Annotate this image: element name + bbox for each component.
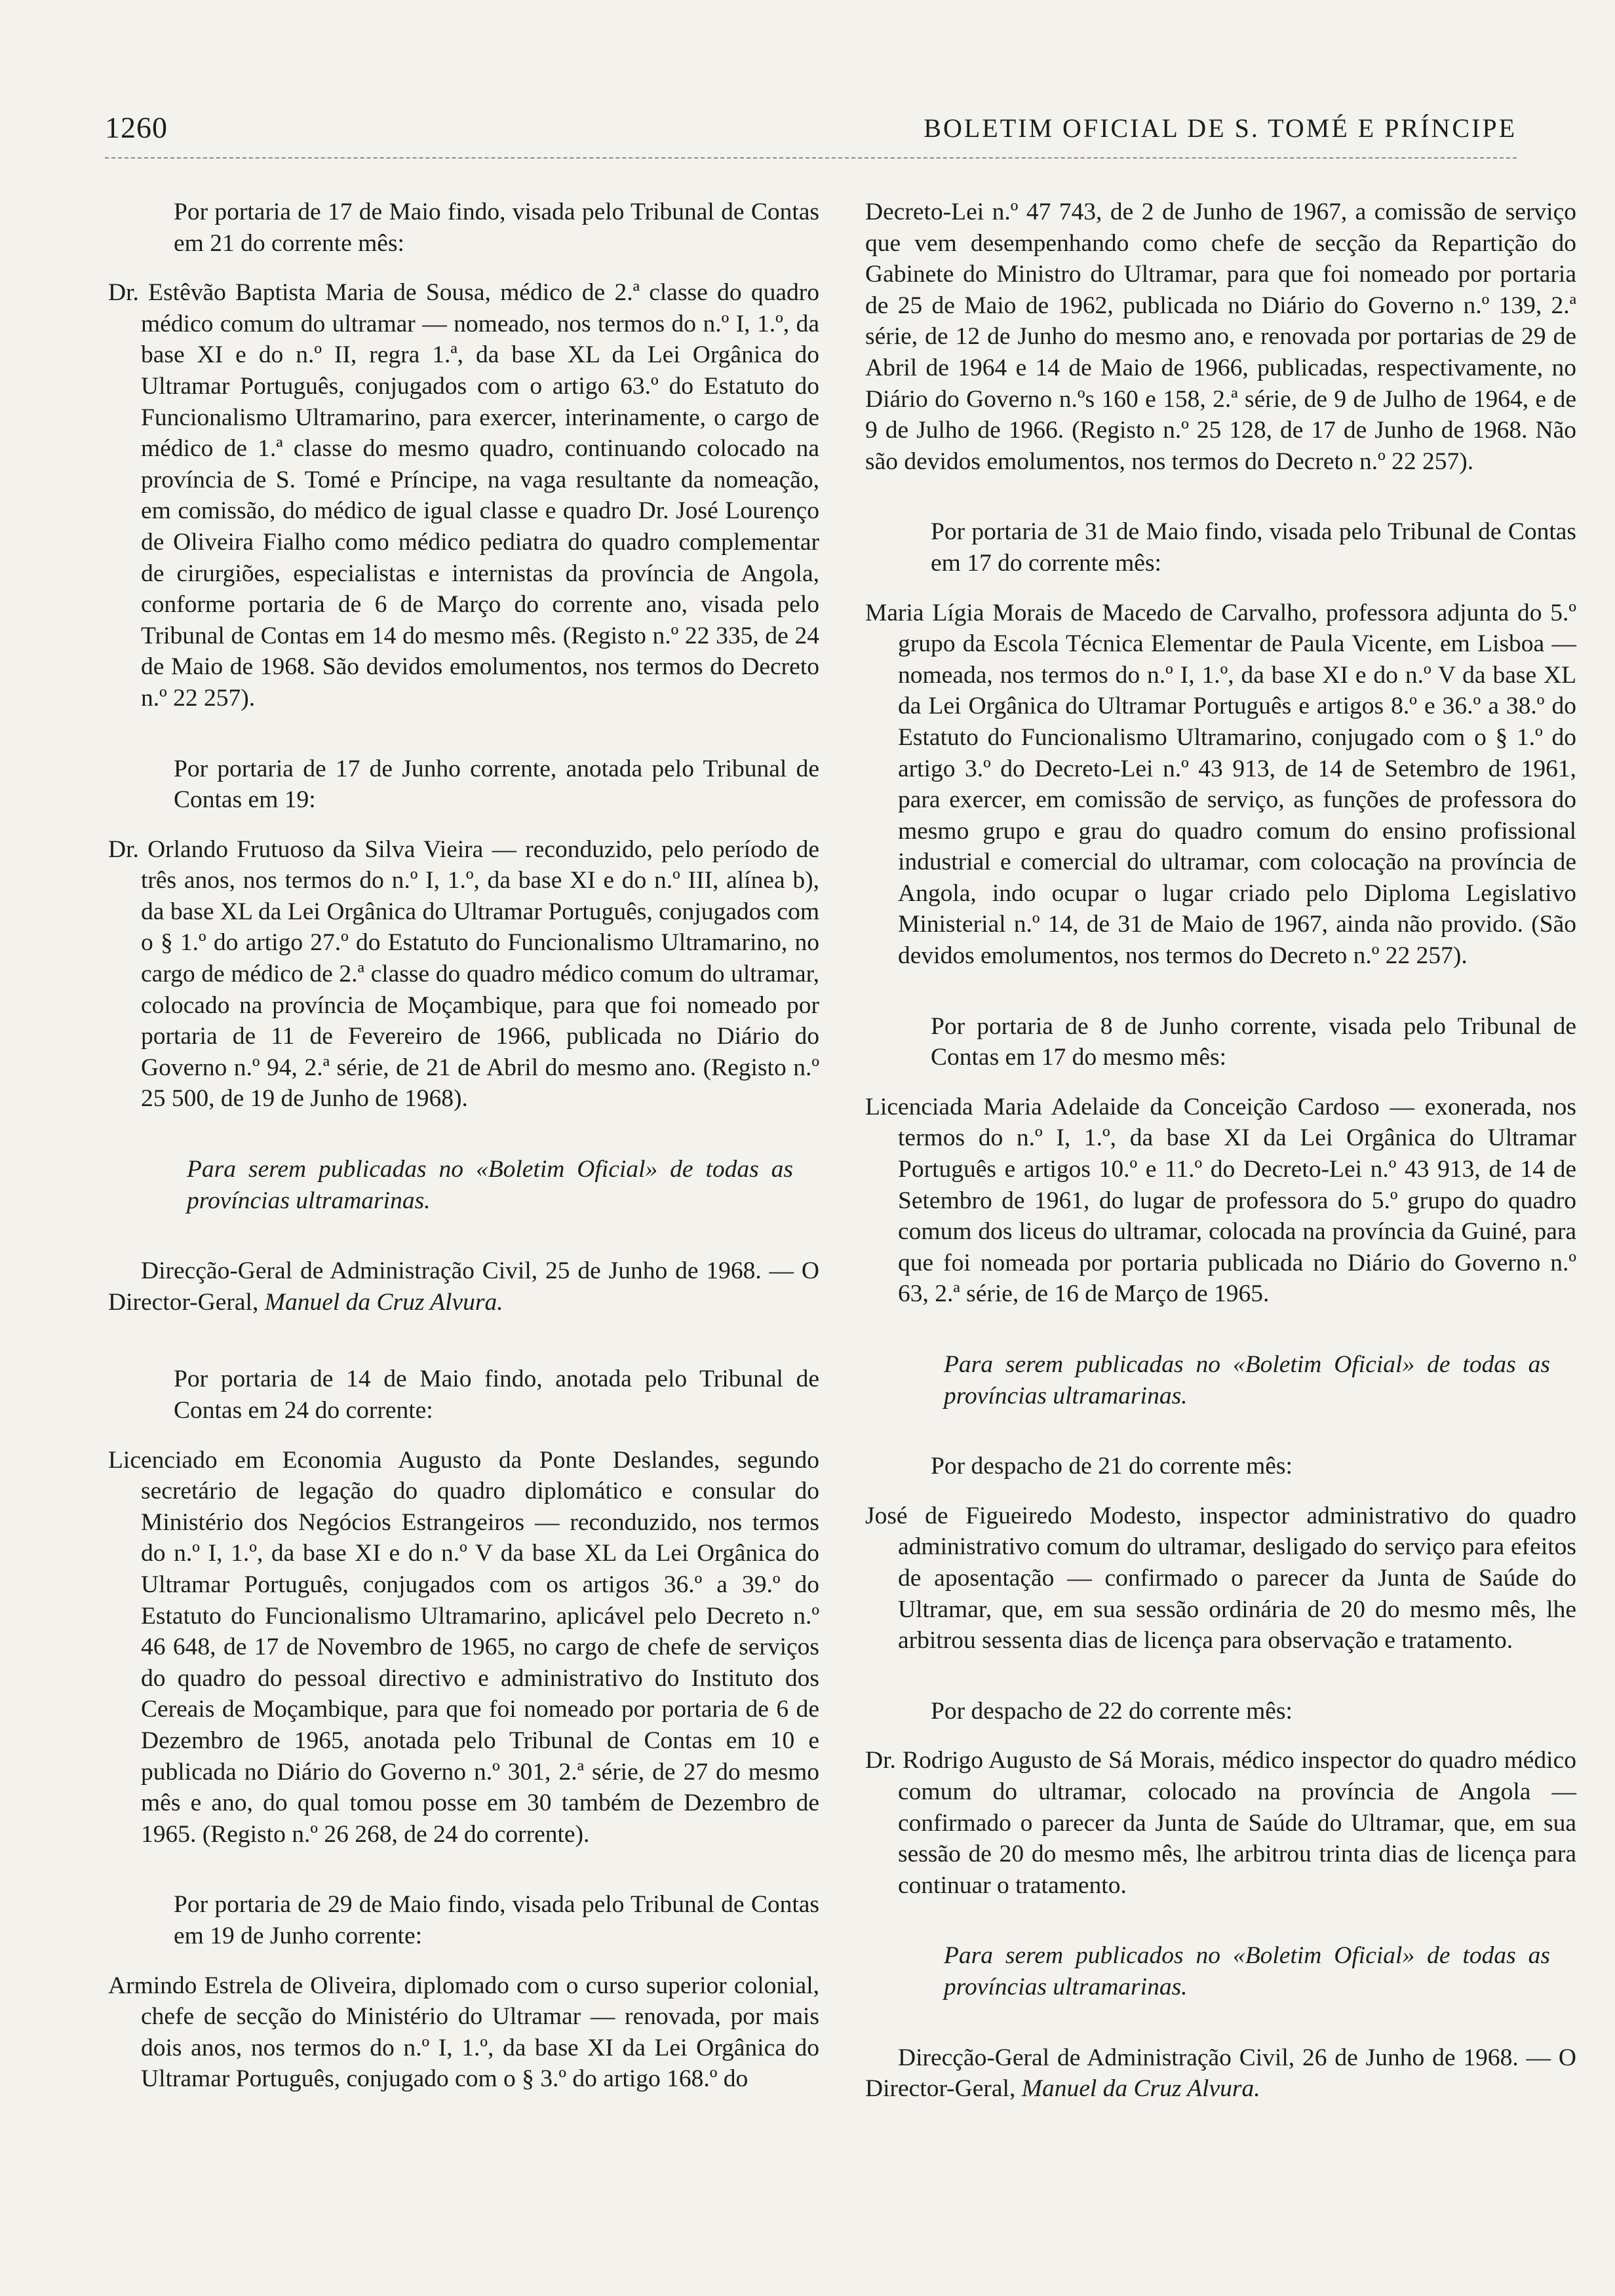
portaria-intro: Por portaria de 14 de Maio findo, anotada pelo Tribunal de Contas em 24 do corrente: [174,1366,819,1424]
despacho-intro: Por despacho de 21 do corrente mês: [931,1453,1293,1480]
publication-note: Para serem publicadas no «Boletim Oficial» de todas as províncias ultramarinas. [944,1351,1550,1409]
header-rule [105,157,1517,159]
publication-note: Para serem publicadas no «Boletim Oficial» de todas as províncias ultramarinas. [187,1156,793,1214]
portaria-text: Licenciada Maria Adelaide da Conceição Cardoso — exonerada, nos termos do n.º I, 1.º, da base XI da Lei Orgânica do Ultramar Português e artigos 10.º e 11.º do Decreto-Lei n.º 43 913, de 14 de Setembro de 1961, do lugar de professora do 5.º grupo do quadro comum dos liceus do ultramar, colocada na província da Guiné, para que foi nomeada por portaria publicada no Diário do Governo n.º 63, 2.ª série, de 16 de Março de 1965. [865,1093,1576,1308]
portaria-text: Dr. Estêvão Baptista Maria de Sousa, médico de 2.ª classe do quadro médico comum do ultramar — nomeado, nos termos do n.º I, 1.º, da base XI e do n.º II, regra 1.ª, da base XL da Lei Orgânica do Ultramar Português, conjugados com o artigo 63.º do Estatuto do Funcionalismo Ultramarino, para exercer, interinamente, o cargo de médico de 1.ª classe do mesmo quadro, continuando colocado na província de S. Tomé e Príncipe, na vaga resultante da nomeação, em comissão, do médico de igual classe e quadro Dr. José Lourenço de Oliveira Fialho como médico pediatra do quadro complementar de cirurgiões, especialistas e internistas da província de Angola, conforme portaria de 6 de Março do corrente ano, visada pelo Tribunal de Contas em 14 do mesmo mês. (Registo n.º 22 335, de 24 de Maio de 1968. São devidos emolumentos, nos termos do Decreto n.º 22 257). [108,279,819,712]
left-column [108,197,819,2095]
signature-name: Manuel da Cruz Alvura. [1021,2075,1260,2103]
journal-title: BOLETIM OFICIAL DE S. TOMÉ E PRÍNCIPE [924,113,1517,143]
signature-line [865,2042,1576,2105]
right-column [865,197,1576,2151]
portaria-text-continued: Decreto-Lei n.º 47 743, de 2 de Junho de 1967, a comissão de serviço que vem desempenhando como chefe de secção da Repartição do Gabinete do Ministro do Ultramar, para que foi nomeado por portaria de 25 de Maio de 1962, publicada no Diário do Governo n.º 139, 2.ª série, de 12 de Junho do mesmo ano, e renovada por portarias de 29 de Abril de 1964 e 14 de Maio de 1966, publicadas, respectivamente, no Diário do Governo n.ºs 160 e 158, 2.ª série, de 9 de Julho de 1964, e de 9 de Julho de 1966. (Registo n.º 25 128, de 17 de Junho de 1968. Não são devidos emolumentos, nos termos do Decreto n.º 22 257). [865,199,1576,475]
signature-line [108,1255,819,1318]
portaria-text: Maria Lígia Morais de Macedo de Carvalho, professora adjunta do 5.º grupo da Escola Técnica Elementar de Paula Vicente, em Lisboa — nomeada, nos termos do n.º I, 1.º, da base XI e do n.º V da base XL da Lei Orgânica do Ultramar Português e artigos 8.º e 36.º a 38.º do Estatuto do Funcionalismo Ultramarino, conjugado com o § 1.º do artigo 3.º do Decreto-Lei n.º 43 913, de 14 de Setembro de 1961, para exercer, em comissão de serviço, as funções de professora do mesmo grupo e grau do quadro comum do ensino profissional industrial e comercial do ultramar, com colocação na província de Angola, indo ocupar o lugar criado pelo Diploma Legislativo Ministerial n.º 14, de 31 de Maio de 1967, ainda não provido. (São devidos emolumentos, nos termos do Decreto n.º 22 257). [865,599,1576,970]
page-header [105,98,1517,151]
publication-note: Para serem publicados no «Boletim Oficial» de todas as províncias ultramarinas. [944,1942,1550,2000]
portaria-intro: Por portaria de 17 de Maio findo, visada pelo Tribunal de Contas em 21 do corrente mês: [174,199,819,257]
portaria-intro: Por portaria de 8 de Junho corrente, visada pelo Tribunal de Contas em 17 do mesmo mês: [931,1012,1576,1071]
despacho-text: José de Figueiredo Modesto, inspector administrativo do quadro administrativo comum do ultramar, desligado do serviço para efeitos de aposentação — confirmado o parecer da Junta de Saúde do Ultramar, que, em sua sessão ordinária de 20 do mesmo mês, lhe arbitrou sessenta dias de licença para observação e tratamento. [865,1502,1576,1655]
portaria-text: Dr. Orlando Frutuoso da Silva Vieira — reconduzido, pelo período de três anos, nos termos do n.º I, 1.º, da base XI e do n.º III, alínea b), da base XL da Lei Orgânica do Ultramar Português, conjugados com o § 1.º do artigo 27.º do Estatuto do Funcionalismo Ultramarino, no cargo de médico de 2.ª classe do quadro médico comum do ultramar, colocado na província de Moçambique, para que foi nomeado por portaria de 11 de Fevereiro de 1966, publicada no Diário do Governo n.º 94, 2.ª série, de 21 de Abril do mesmo ano. (Registo n.º 25 500, de 19 de Junho de 1968). [108,835,819,1113]
signature-text: Direcção-Geral de Administração Civil, 26 de Junho de 1968. — O Director-Geral, [865,2044,1576,2103]
portaria-intro: Por portaria de 31 de Maio findo, visada pelo Tribunal de Contas em 17 do corrente mês: [931,518,1576,577]
portaria-intro: Por portaria de 17 de Junho corrente, anotada pelo Tribunal de Contas em 19: [174,755,819,814]
despacho-text: Dr. Rodrigo Augusto de Sá Morais, médico inspector do quadro médico comum do ultramar, colocado na província de Angola — confirmado o parecer da Junta de Saúde do Ultramar, que, em sua sessão de 20 do mesmo mês, lhe arbitrou trinta dias de licença para continuar o tratamento. [865,1747,1576,1899]
portaria-intro: Por portaria de 29 de Maio findo, visada pelo Tribunal de Contas em 19 de Junho corrente: [174,1891,819,1949]
signature-name: Manuel da Cruz Alvura. [264,1288,503,1316]
signature-text: Direcção-Geral de Administração Civil, 25 de Junho de 1968. — O Director-Geral, [108,1257,819,1316]
despacho-intro: Por despacho de 22 do corrente mês: [931,1697,1293,1725]
page-number: 1260 [105,111,168,144]
portaria-text: Armindo Estrela de Oliveira, diplomado com o curso superior colonial, chefe de secção do Ministério do Ultramar — renovada, por mais dois anos, nos termos do n.º I, 1.º, da base XI da Lei Orgânica do Ultramar Português, conjugado com o § 3.º do artigo 168.º do [108,1972,819,2093]
portaria-text: Licenciado em Economia Augusto da Ponte Deslandes, segundo secretário de legação do quadro diplomático e consular do Ministério dos Negócios Estrangeiros — reconduzido, nos termos do n.º I, 1.º, da base XI e do n.º V da base XL da Lei Orgânica do Ultramar Português, conjugados com os artigos 36.º a 39.º do Estatuto do Funcionalismo Ultramarino, aplicável pelo Decreto n.º 46 648, de 17 de Novembro de 1965, no cargo de chefe de serviços do quadro do pessoal directivo e administrativo do Instituto dos Cereais de Moçambique, para que foi nomeado por portaria de 6 de Dezembro de 1965, anotada pelo Tribunal de Contas em 10 e publicada no Diário do Governo n.º 301, 2.ª série, de 27 do mesmo mês e ano, do qual tomou posse em 30 também de Dezembro de 1965. (Registo n.º 26 268, de 24 do corrente). [108,1446,819,1848]
